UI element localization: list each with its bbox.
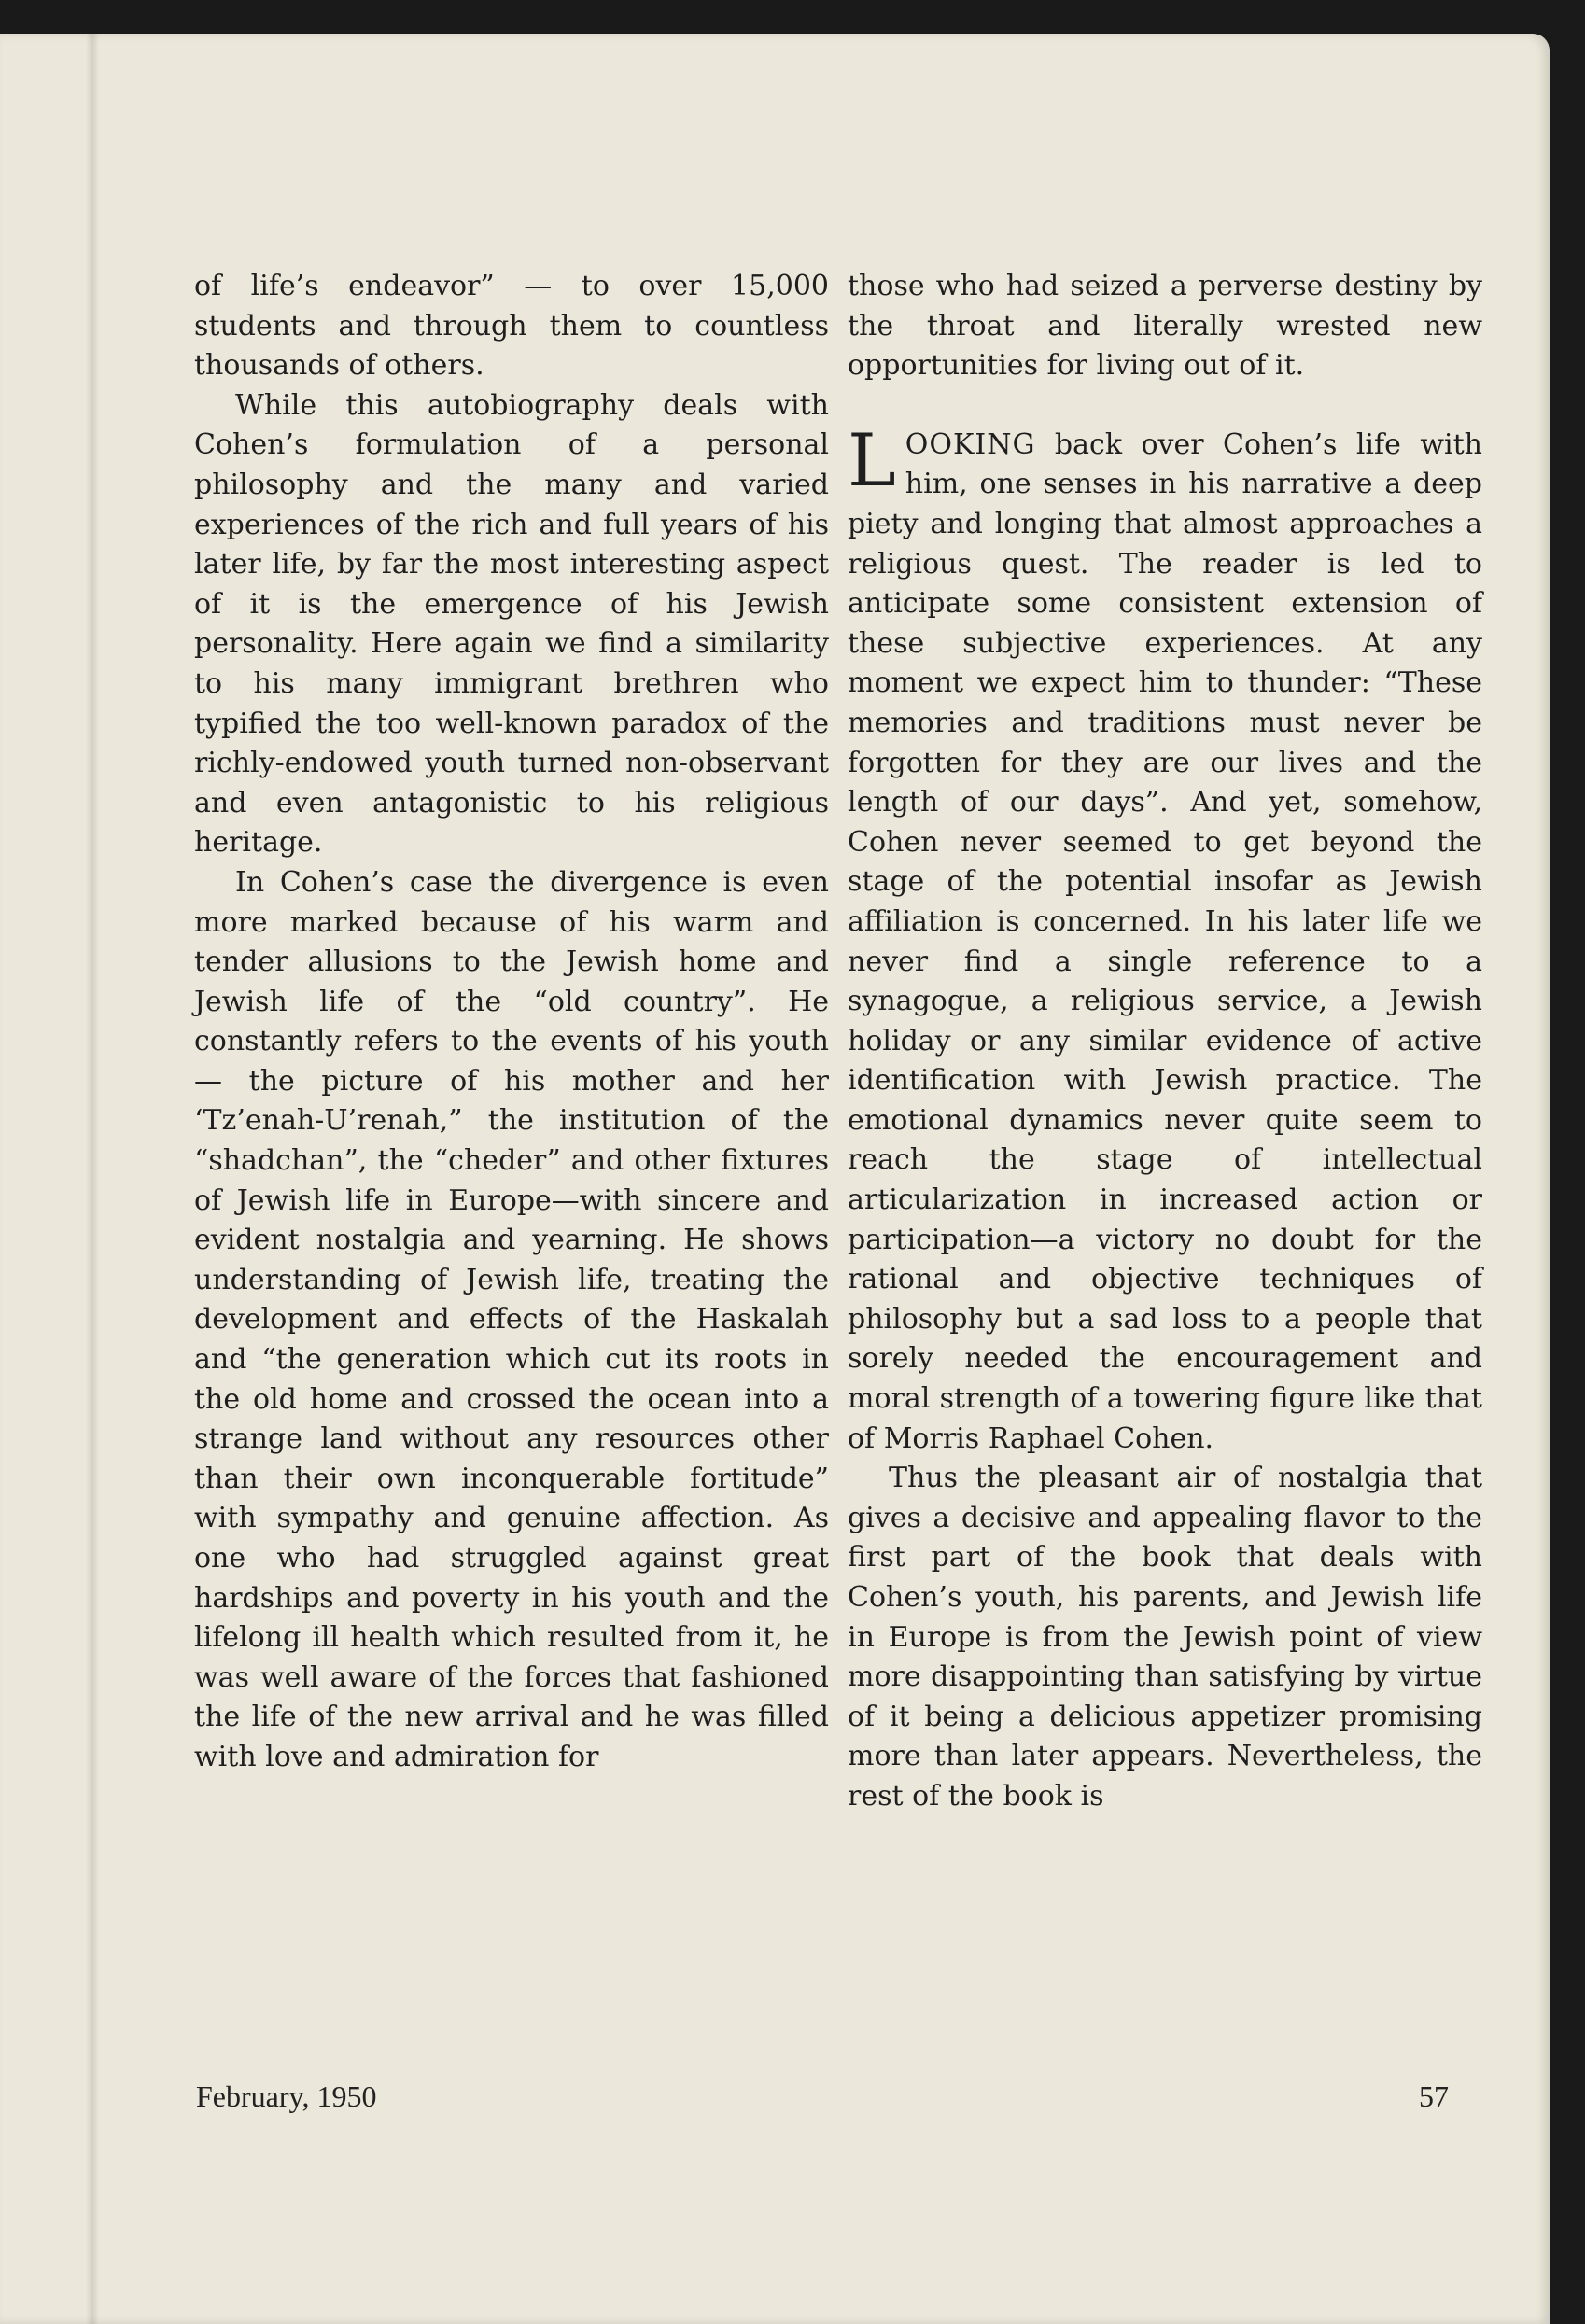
left-paragraph-1: of life’s endeavor” — to over 15,000 students and through them to countless thousands of others. [194, 270, 829, 383]
section-lead-word: OOKING [905, 427, 1036, 461]
binding-gutter [86, 34, 99, 2324]
right-column [848, 267, 1482, 1817]
right-paragraph-2 [848, 418, 1482, 1459]
issue-date: February, 1950 [196, 2079, 377, 2113]
right-paragraph-1: those who had seized a perverse destiny by the throat and literally wrested new opportunities for living out of it. [848, 270, 1482, 383]
page-number: 57 [1419, 2079, 1449, 2113]
left-column [194, 267, 829, 1778]
right-paragraph-2-text: back over Cohen’s life with him, one senses in his narrative a deep piety and longing that almost approaches a religious quest. The reader is led to anticipate some consistent extension of these subjective experiences. At any moment we expect him to thunder: “These memories and traditions must never be forgotten for they are our lives and the length of our days”. And yet, somehow, Cohen never seemed to get beyond the stage of the potential insofar as Jewish affiliation is concerned. In his later life we never find a single reference to a synagogue, a religious service, a Jewish holiday or any similar evidence of active identification with Jewish practice. The emotional dynamics never quite seem to reach the stage of intellectual articularization in increased action or participation—a victory no doubt for the rational and objective techniques of philosophy but a sad loss to a people that sorely needed the encouragement and moral strength of a towering figure like that of Morris Raphael Cohen. [848, 427, 1482, 1455]
left-paragraph-2: While this autobiography deals with Cohen’s formulation of a personal philosophy and the many and varied experiences of the rich and full years of his later life, by far the most interesting aspect of it is the emergence of his Jewish personality. Here again we find a similarity to his many immigrant brethren who typified the too well-known paradox of the richly-endowed youth turned non-observant and even antagonistic to his religious heritage. [194, 388, 829, 860]
left-paragraph-3: In Cohen’s case the divergence is even more marked because of his warm and tender allusions to the Jewish home and Jewish life of the “old country”. He constantly refers to the events of his youth — the picture of his mother and her ‘Tz’enah-U’renah,” the institution of the “shadchan”, the “cheder” and other fixtures of Jewish life in Europe—with sincere and evident nostalgia and yearning. He shows understanding of Jewish life, treating the development and effects of the Haskalah and “the generation which cut its roots in the old home and crossed the ocean into a strange land without any resources other than their own inconquerable fortitude” with sympathy and genuine affection. As one who had struggled against great hardships and poverty in his youth and the lifelong ill health which resulted from it, he was well aware of the forces that fashioned the life of the new arrival and he was filled with love and admiration for [194, 865, 829, 1773]
journal-page [0, 34, 1550, 2324]
drop-cap: L [848, 418, 896, 503]
right-paragraph-3: Thus the pleasant air of nostalgia that gives a decisive and appealing flavor to the first part of the book that deals with Cohen’s youth, his parents, and Jewish life in Europe is from the Jewish point of view more disappointing than satisfying by virtue of it being a delicious appetizer promising more than later appears. Nevertheless, the rest of the book is [848, 1462, 1482, 1813]
